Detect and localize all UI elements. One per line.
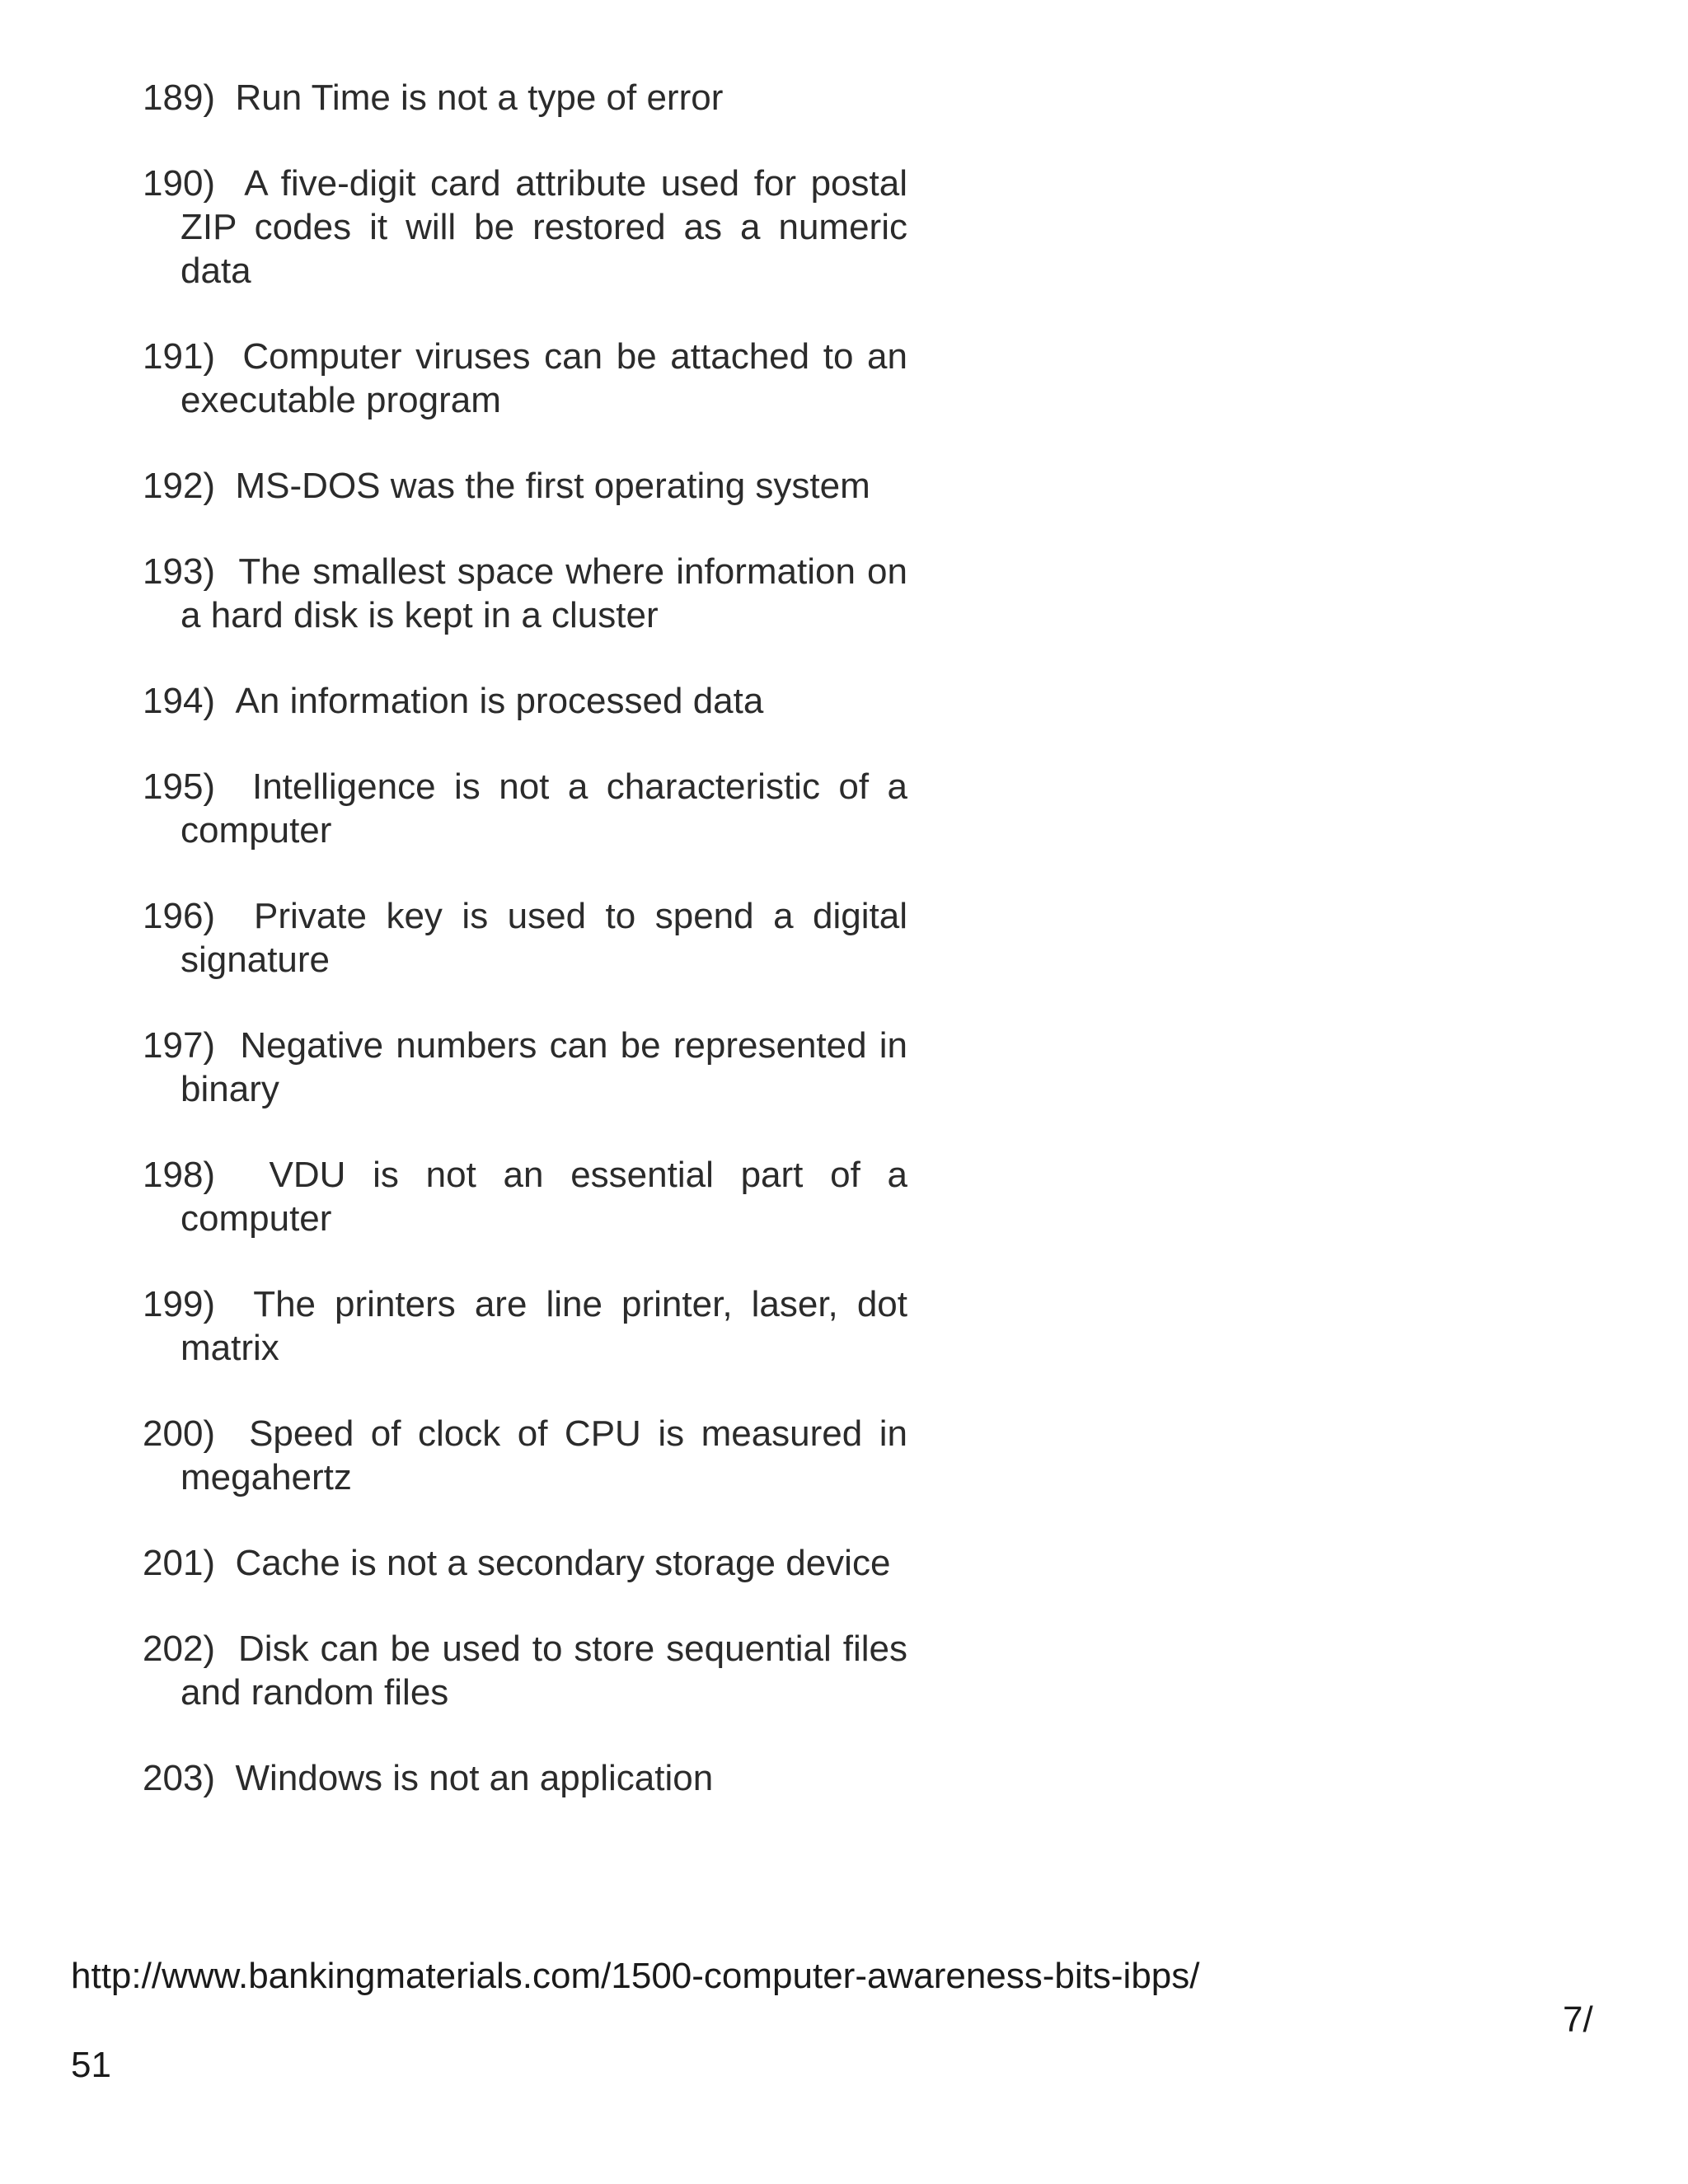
item-text: A five-digit card attribute used for postal ZIP codes it will be restored as a numeric data [181, 163, 908, 291]
item-number: 201) [143, 1543, 216, 1583]
list-item [143, 464, 907, 508]
item-text: MS-DOS was the first operating system [235, 466, 870, 506]
list-item [143, 765, 907, 852]
item-text: Computer viruses can be attached to an executable program [181, 336, 907, 420]
list-item [143, 679, 907, 723]
item-number: 194) [143, 681, 216, 721]
item-text: Private key is used to spend a digital signature [181, 896, 908, 980]
list-item [143, 550, 907, 637]
item-number: 198) [143, 1155, 216, 1195]
item-number: 192) [143, 466, 216, 506]
item-number: 193) [143, 551, 216, 592]
item-text: Windows is not an application [235, 1758, 714, 1798]
item-text: Cache is not a secondary storage device [235, 1543, 891, 1583]
list-item [143, 1153, 907, 1240]
item-number: 203) [143, 1758, 216, 1798]
fact-list [143, 76, 907, 1842]
item-text: Intelligence is not a characteristic of a computer [181, 766, 907, 851]
item-number: 202) [143, 1629, 216, 1669]
item-number: 190) [143, 163, 216, 204]
list-item [143, 1627, 907, 1714]
item-text: The smallest space where information on a hard disk is kept in a cluster [181, 551, 907, 635]
list-item [143, 1282, 907, 1370]
source-url: http://www.bankingmaterials.com/1500-computer-awareness-bits-ibps/ [71, 1956, 1200, 1996]
item-number: 196) [143, 896, 216, 936]
list-item [143, 1756, 907, 1800]
item-number: 189) [143, 77, 216, 118]
item-text: Negative numbers can be represented in binary [181, 1025, 908, 1109]
list-item [143, 1024, 907, 1111]
list-item [143, 1412, 907, 1499]
page-number: 7/ [1563, 1999, 1593, 2040]
item-number: 197) [143, 1025, 216, 1066]
list-item [143, 1541, 907, 1585]
page-total: 51 [71, 2045, 111, 2085]
list-item [143, 335, 907, 422]
item-text: Disk can be used to store sequential files and random files [181, 1629, 907, 1713]
list-item [143, 894, 907, 982]
item-number: 199) [143, 1284, 216, 1324]
item-text: Speed of clock of CPU is measured in megahertz [181, 1413, 907, 1497]
item-text: The printers are line printer, laser, dot matrix [181, 1284, 907, 1368]
item-number: 195) [143, 766, 216, 807]
item-number: 200) [143, 1413, 216, 1454]
list-item [143, 162, 907, 293]
item-text: VDU is not an essential part of a computer [181, 1155, 908, 1239]
item-text: Run Time is not a type of error [235, 77, 724, 118]
item-number: 191) [143, 336, 216, 377]
item-text: An information is processed data [235, 681, 764, 721]
list-item [143, 76, 907, 120]
